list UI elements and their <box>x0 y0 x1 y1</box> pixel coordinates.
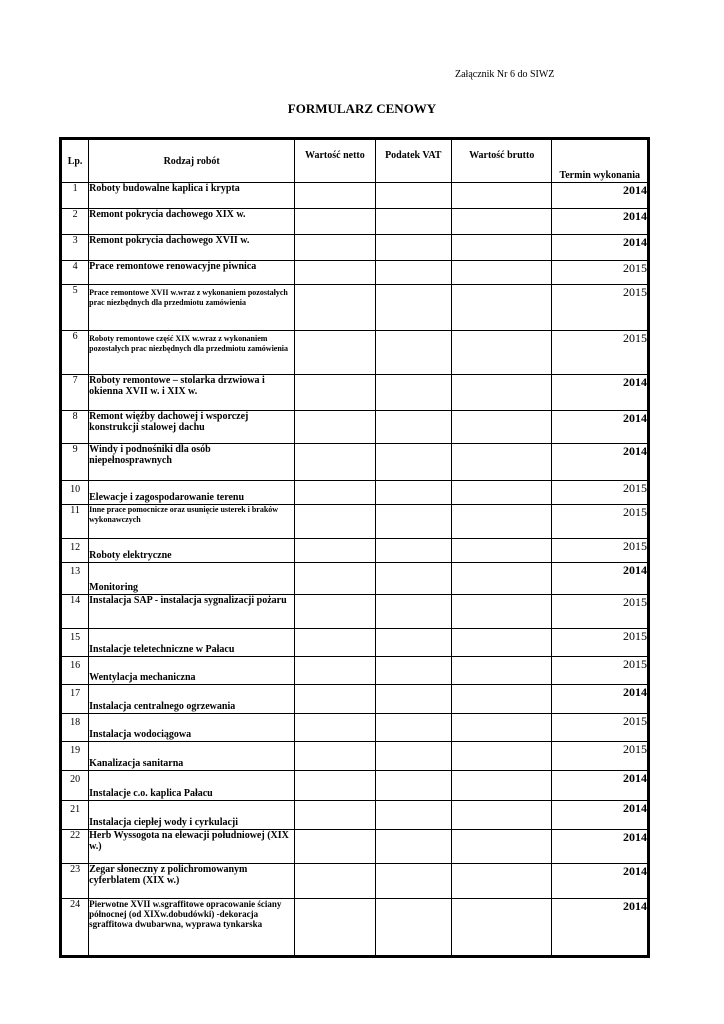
row-lp: 8 <box>61 411 89 444</box>
row-lp: 23 <box>61 864 89 899</box>
vat-cell[interactable] <box>375 209 451 235</box>
brutto-cell[interactable] <box>451 899 552 957</box>
vat-cell[interactable] <box>375 629 451 657</box>
row-work: Monitoring <box>89 563 295 595</box>
brutto-cell[interactable] <box>451 444 552 481</box>
vat-cell[interactable] <box>375 657 451 685</box>
table-row <box>61 657 649 685</box>
brutto-cell[interactable] <box>451 375 552 411</box>
table-row <box>61 481 649 505</box>
table-row <box>61 629 649 657</box>
vat-cell[interactable] <box>375 505 451 539</box>
vat-cell[interactable] <box>375 899 451 957</box>
vat-cell[interactable] <box>375 183 451 209</box>
row-term: 2015 <box>552 595 649 629</box>
row-work: Roboty elektryczne <box>89 539 295 563</box>
row-term: 2014 <box>552 411 649 444</box>
row-lp: 1 <box>61 183 89 209</box>
netto-cell[interactable] <box>295 285 375 331</box>
table-header-row <box>61 139 649 183</box>
table-row <box>61 505 649 539</box>
header-vat: Podatek VAT <box>375 139 451 183</box>
netto-cell[interactable] <box>295 742 375 771</box>
vat-cell[interactable] <box>375 742 451 771</box>
vat-cell[interactable] <box>375 595 451 629</box>
table-row <box>61 444 649 481</box>
row-work: Elewacje i zagospodarowanie terenu <box>89 481 295 505</box>
row-lp: 24 <box>61 899 89 957</box>
row-term: 2015 <box>552 505 649 539</box>
table-row <box>61 261 649 285</box>
vat-cell[interactable] <box>375 714 451 742</box>
brutto-cell[interactable] <box>451 714 552 742</box>
table-row <box>61 331 649 375</box>
row-lp: 18 <box>61 714 89 742</box>
table-row <box>61 830 649 864</box>
brutto-cell[interactable] <box>451 235 552 261</box>
row-term: 2014 <box>552 771 649 801</box>
row-lp: 19 <box>61 742 89 771</box>
netto-cell[interactable] <box>295 801 375 830</box>
header-brutto: Wartość brutto <box>451 139 552 183</box>
brutto-cell[interactable] <box>451 331 552 375</box>
table-row <box>61 771 649 801</box>
row-lp: 9 <box>61 444 89 481</box>
row-term: 2014 <box>552 209 649 235</box>
netto-cell[interactable] <box>295 539 375 563</box>
row-lp: 16 <box>61 657 89 685</box>
row-term: 2014 <box>552 235 649 261</box>
netto-cell[interactable] <box>295 595 375 629</box>
row-work: Kanalizacja sanitarna <box>89 742 295 771</box>
netto-cell[interactable] <box>295 235 375 261</box>
netto-cell[interactable] <box>295 209 375 235</box>
row-work: Windy i podnośniki dla osób niepełnosprawnych <box>89 444 295 481</box>
netto-cell[interactable] <box>295 714 375 742</box>
brutto-cell[interactable] <box>451 183 552 209</box>
brutto-cell[interactable] <box>451 539 552 563</box>
table-row <box>61 563 649 595</box>
netto-cell[interactable] <box>295 375 375 411</box>
table-row <box>61 183 649 209</box>
row-work: Remont więźby dachowej i wsporczej konstrukcji stalowej dachu <box>89 411 295 444</box>
brutto-cell[interactable] <box>451 685 552 714</box>
row-lp: 22 <box>61 830 89 864</box>
vat-cell[interactable] <box>375 685 451 714</box>
vat-cell[interactable] <box>375 539 451 563</box>
netto-cell[interactable] <box>295 183 375 209</box>
row-work: Zegar słoneczny z polichromowanym cyferblatem (XIX w.) <box>89 864 295 899</box>
vat-cell[interactable] <box>375 411 451 444</box>
table-row <box>61 539 649 563</box>
netto-cell[interactable] <box>295 444 375 481</box>
row-lp: 7 <box>61 375 89 411</box>
row-lp: 6 <box>61 331 89 375</box>
vat-cell[interactable] <box>375 375 451 411</box>
vat-cell[interactable] <box>375 261 451 285</box>
vat-cell[interactable] <box>375 864 451 899</box>
row-lp: 21 <box>61 801 89 830</box>
row-work: Instalacja centralnego ogrzewania <box>89 685 295 714</box>
row-term: 2014 <box>552 899 649 957</box>
brutto-cell[interactable] <box>451 742 552 771</box>
brutto-cell[interactable] <box>451 629 552 657</box>
table-row <box>61 685 649 714</box>
row-work: Instalacje c.o. kaplica Pałacu <box>89 771 295 801</box>
netto-cell[interactable] <box>295 899 375 957</box>
row-lp: 15 <box>61 629 89 657</box>
row-lp: 13 <box>61 563 89 595</box>
row-term: 2014 <box>552 685 649 714</box>
row-term: 2014 <box>552 801 649 830</box>
price-table <box>59 137 650 958</box>
row-work: Prace remontowe renowacyjne piwnica <box>89 261 295 285</box>
brutto-cell[interactable] <box>451 830 552 864</box>
brutto-cell[interactable] <box>451 411 552 444</box>
brutto-cell[interactable] <box>451 771 552 801</box>
netto-cell[interactable] <box>295 830 375 864</box>
vat-cell[interactable] <box>375 331 451 375</box>
row-work: Prace remontowe XVII w.wraz z wykonaniem pozostałych prac niezbędnych dla przedmiotu zamówienia <box>89 285 295 331</box>
vat-cell[interactable] <box>375 830 451 864</box>
netto-cell[interactable] <box>295 657 375 685</box>
row-lp: 2 <box>61 209 89 235</box>
row-term: 2015 <box>552 285 649 331</box>
row-term: 2015 <box>552 657 649 685</box>
row-lp: 20 <box>61 771 89 801</box>
table-row <box>61 595 649 629</box>
row-lp: 10 <box>61 481 89 505</box>
row-lp: 11 <box>61 505 89 539</box>
row-work: Roboty budowalne kaplica i krypta <box>89 183 295 209</box>
table-row <box>61 714 649 742</box>
table-row <box>61 209 649 235</box>
row-work: Instalacja SAP - instalacja sygnalizacji pożaru <box>89 595 295 629</box>
brutto-cell[interactable] <box>451 595 552 629</box>
brutto-cell[interactable] <box>451 209 552 235</box>
row-work: Remont pokrycia dachowego XIX w. <box>89 209 295 235</box>
brutto-cell[interactable] <box>451 261 552 285</box>
netto-cell[interactable] <box>295 771 375 801</box>
brutto-cell[interactable] <box>451 285 552 331</box>
row-term: 2015 <box>552 629 649 657</box>
table-row <box>61 801 649 830</box>
row-lp: 4 <box>61 261 89 285</box>
row-term: 2015 <box>552 539 649 563</box>
row-work: Instalacja wodociągowa <box>89 714 295 742</box>
table-row <box>61 285 649 331</box>
row-work: Wentylacja mechaniczna <box>89 657 295 685</box>
row-work: Herb Wyssogota na elewacji południowej (XIX w.) <box>89 830 295 864</box>
netto-cell[interactable] <box>295 411 375 444</box>
netto-cell[interactable] <box>295 685 375 714</box>
row-work: Roboty remontowe – stolarka drzwiowa i okienna XVII w. i XIX w. <box>89 375 295 411</box>
row-term: 2014 <box>552 183 649 209</box>
row-work: Roboty remontowe część XIX w.wraz z wykonaniem pozostałych prac niezbędnych dla przedmiotu zamówienia <box>89 331 295 375</box>
brutto-cell[interactable] <box>451 864 552 899</box>
table-row <box>61 742 649 771</box>
netto-cell[interactable] <box>295 481 375 505</box>
row-work: Inne prace pomocnicze oraz usunięcie usterek i braków wykonawczych <box>89 505 295 539</box>
netto-cell[interactable] <box>295 505 375 539</box>
row-lp: 3 <box>61 235 89 261</box>
header-netto: Wartość netto <box>295 139 375 183</box>
row-lp: 14 <box>61 595 89 629</box>
vat-cell[interactable] <box>375 771 451 801</box>
row-term: 2014 <box>552 375 649 411</box>
table-row <box>61 864 649 899</box>
vat-cell[interactable] <box>375 563 451 595</box>
row-term: 2015 <box>552 714 649 742</box>
brutto-cell[interactable] <box>451 505 552 539</box>
row-work: Instalacje teletechniczne w Pałacu <box>89 629 295 657</box>
header-work: Rodzaj robót <box>89 139 295 183</box>
annex-label: Załącznik Nr 6 do SIWZ <box>455 69 555 80</box>
table-row <box>61 375 649 411</box>
header-lp: Lp. <box>61 139 89 183</box>
brutto-cell[interactable] <box>451 657 552 685</box>
vat-cell[interactable] <box>375 801 451 830</box>
row-term: 2015 <box>552 742 649 771</box>
row-term: 2015 <box>552 261 649 285</box>
row-work: Pierwotne XVII w.sgraffitowe opracowanie ściany północnej (od XIXw.dobudówki) -dekoracja sgraffitowa dwubarwna, wyprawa tynkarska <box>89 899 295 957</box>
vat-cell[interactable] <box>375 481 451 505</box>
brutto-cell[interactable] <box>451 801 552 830</box>
header-term: Termin wykonania <box>552 139 649 183</box>
vat-cell[interactable] <box>375 285 451 331</box>
row-lp: 5 <box>61 285 89 331</box>
netto-cell[interactable] <box>295 331 375 375</box>
brutto-cell[interactable] <box>451 563 552 595</box>
netto-cell[interactable] <box>295 864 375 899</box>
row-term: 2015 <box>552 331 649 375</box>
table-row <box>61 899 649 957</box>
netto-cell[interactable] <box>295 629 375 657</box>
row-term: 2014 <box>552 444 649 481</box>
row-term: 2014 <box>552 864 649 899</box>
netto-cell[interactable] <box>295 563 375 595</box>
vat-cell[interactable] <box>375 444 451 481</box>
form-title: FORMULARZ CENOWY <box>287 101 437 116</box>
vat-cell[interactable] <box>375 235 451 261</box>
row-term: 2014 <box>552 563 649 595</box>
table-row <box>61 235 649 261</box>
netto-cell[interactable] <box>295 261 375 285</box>
row-work: Instalacja ciepłej wody i cyrkulacji <box>89 801 295 830</box>
row-term: 2014 <box>552 830 649 864</box>
brutto-cell[interactable] <box>451 481 552 505</box>
row-lp: 17 <box>61 685 89 714</box>
row-lp: 12 <box>61 539 89 563</box>
row-term: 2015 <box>552 481 649 505</box>
table-row <box>61 411 649 444</box>
row-work: Remont pokrycia dachowego XVII w. <box>89 235 295 261</box>
